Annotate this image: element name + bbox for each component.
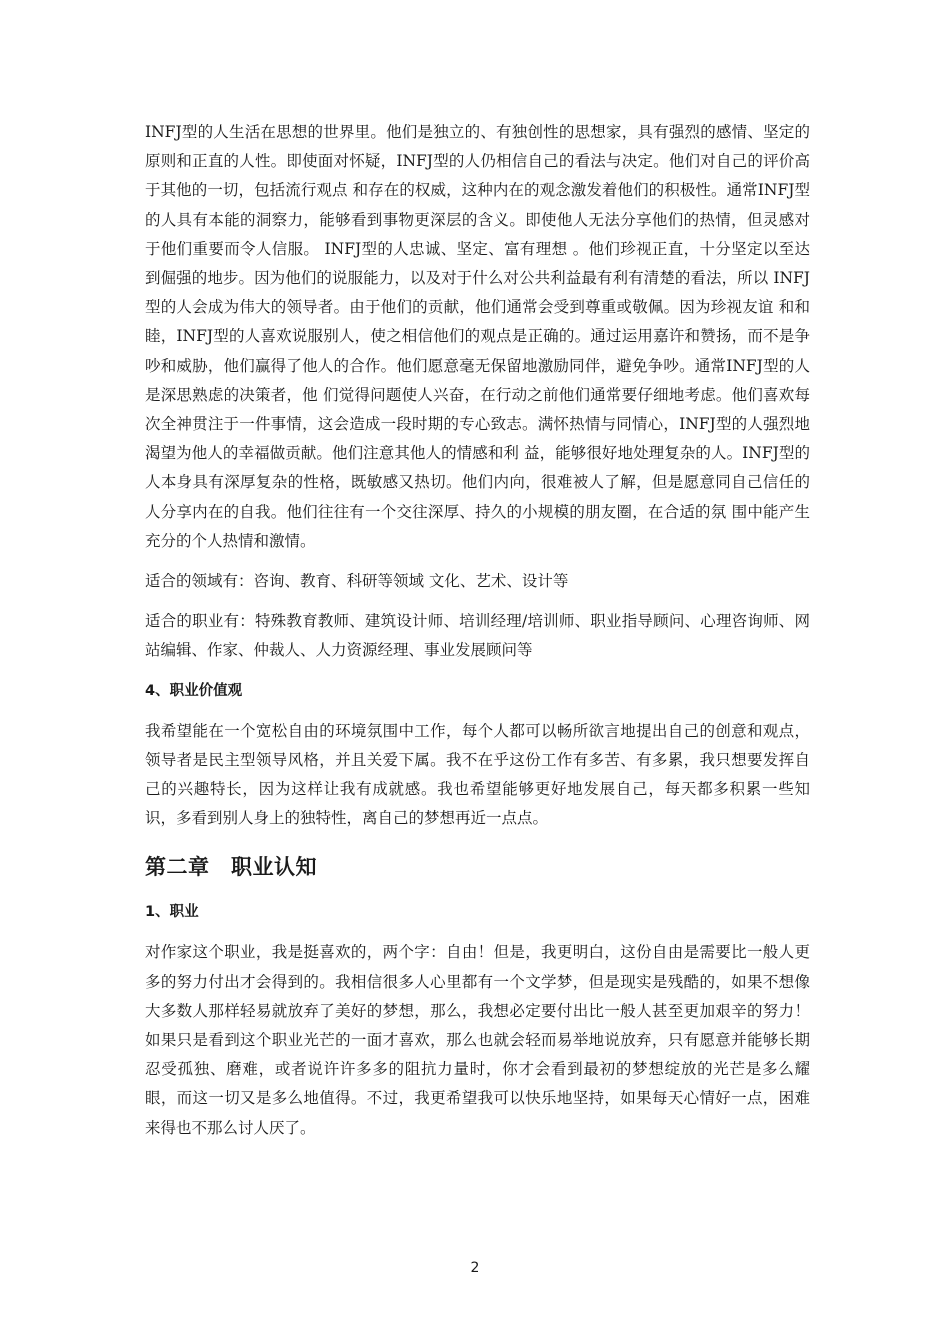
chapter-title: 第二章 职业认知	[145, 855, 317, 880]
career-values-paragraph: 我希望能在一个宽松自由的环境氛围中工作，每个人都可以畅所欲言地提出自己的创意和观点，领导者是民主型领导风格，并且关爱下属。我不在乎这份工作有多苦、有多累，我只想要发挥自己的兴趣特长，因为这样让我有成就感。我也希望能够更好地发展自己，每天都多积累一些知识，多看到别人身上的独特性，离自己的梦想再近一点点。	[145, 721, 810, 828]
page-number: 2	[470, 1260, 480, 1276]
suitable-fields-paragraph: 适合的领域有：咨询、教育、科研等领域 文化、艺术、设计等	[145, 572, 569, 591]
section-heading-career: 1、职业	[145, 904, 199, 921]
infj-description-paragraph: INFJ型的人生活在思想的世界里。他们是独立的、有独创性的思想家，具有强烈的感情、坚定的原则和正直的人性。即使面对怀疑，INFJ型的人仍相信自己的看法与决定。他们对自己的评价高于其他的一切，包括流行观点 和存在的权威，这种内在的观念激发着他们的积极性。通常INFJ型的人具有本能的洞察力，能够看到事物更深层的含义。即使他人无法分享他们的热情，但灵感对于他们重要而令人信服。 INFJ型的人忠诚、坚定、富有理想 。他们珍视正直，十分坚定以至达到倔强的地步。因为他们的说服能力，以及对于什么对公共利益最有利有清楚的看法，所以 INFJ型的人会成为伟大的领导者。由于他们的贡献，他们通常会受到尊重或敬佩。因为珍视友谊 和和睦，INFJ型的人喜欢说服别人，使之相信他们的观点是正确的。通过运用嘉许和赞扬，而不是争吵和威胁，他们赢得了他人的合作。他们愿意毫无保留地激励同伴，避免争吵。通常INFJ型的人是深思熟虑的决策者，他 们觉得问题使人兴奋，在行动之前他们通常要仔细地考虑。他们喜欢每次全神贯注于一件事情，这会造成一段时期的专心致志。满怀热情与同情心，INFJ型的人强烈地渴望为他人的幸福做贡献。他们注意其他人的情感和利 益，能够很好地处理复杂的人。INFJ型的人本身具有深厚复杂的性格，既敏感又热切。他们内向，很难被人了解，但是愿意同自己信任的人分享内在的自我。他们往往有一个交往深厚、持久的小规模的朋友圈，在合适的氛 围中能产生充分的个人热情和激情。	[145, 123, 810, 550]
career-paragraph: 对作家这个职业，我是挺喜欢的，两个字：自由！但是，我更明白，这份自由是需要比一般人更多的努力付出才会得到的。我相信很多人心里都有一个文学梦，但是现实是残酷的，如果不想像大多数人那样轻易就放弃了美好的梦想，那么，我想必定要付出比一般人甚至更加艰辛的努力！如果只是看到这个职业光芒的一面才喜欢，那么也就会轻而易举地说放弃，只有愿意并能够长期忍受孤独、磨难，或者说许许多多的阻抗力量时，你才会看到最初的梦想绽放的光芒是多么耀眼，而这一切又是多么地值得。不过，我更希望我可以快乐地坚持，如果每天心情好一点，困难来得也不那么讨人厌了。	[145, 943, 810, 1137]
section-heading-career-values: 4、职业价值观	[145, 682, 243, 699]
suitable-careers-paragraph: 适合的职业有：特殊教育教师、建筑设计师、培训经理/培训师、职业指导顾问、心理咨询师、网站编辑、作家、仲裁人、人力资源经理、事业发展顾问等	[145, 612, 810, 660]
page-content	[145, 118, 810, 1143]
